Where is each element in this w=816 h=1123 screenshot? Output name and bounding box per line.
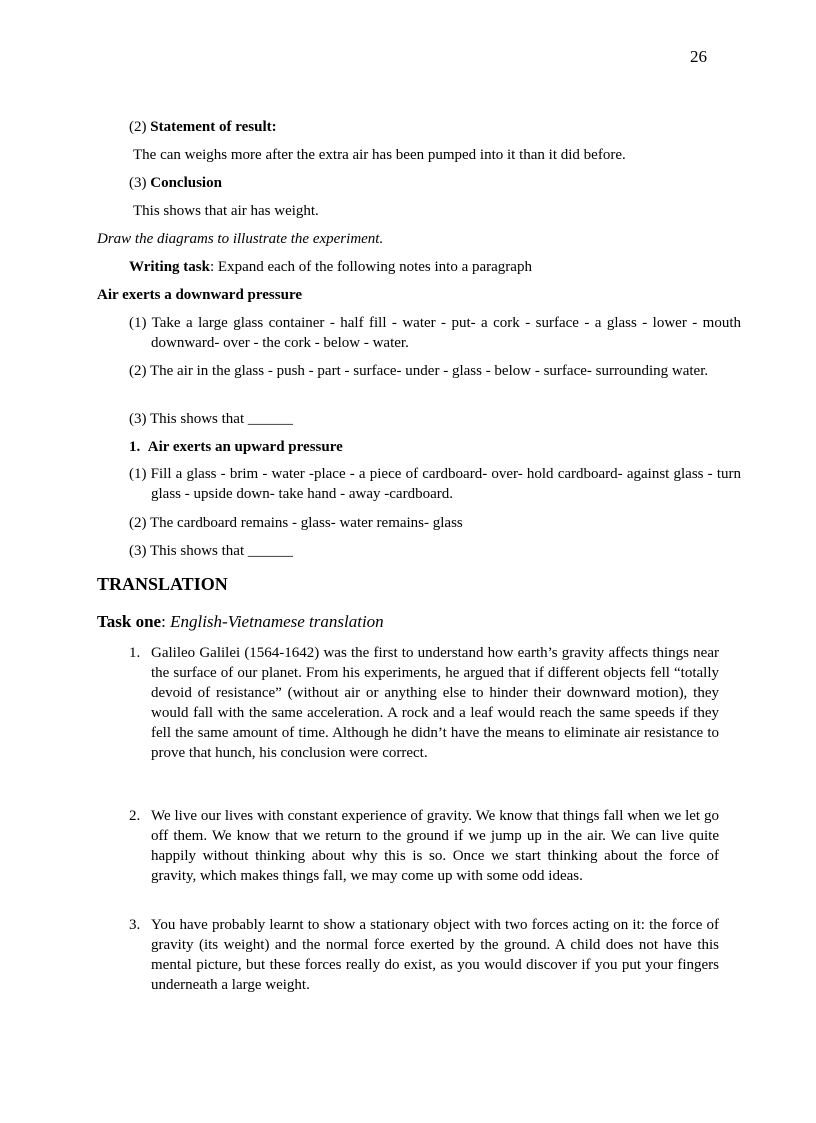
task-one-label: Task one: [97, 612, 162, 631]
task-one-separator: :: [161, 612, 171, 631]
conclusion-heading: [129, 173, 222, 193]
downward-item-3: (3) This shows that ______: [129, 411, 293, 427]
task-one: [97, 612, 384, 632]
draw-instruction: Draw the diagrams to illustrate the experiment.: [97, 231, 384, 247]
upward-title: Air exerts an upward pressure: [147, 439, 343, 455]
paragraph-1-text: Galileo Galilei (1564-1642) was the first to understand how earth’s gravity affects things near the surface of our planet. From his experiments, he argued that if different objects fell “totally devoid of resistance” (without air or anything else to hinder their downward motion), they would fall with the same acceleration. A rock and a leaf would reach the same speeds if they fell the same amount of time. Although he didn’t have the means to eliminate air resistance to prove that hunch, his conclusion were correct.: [151, 645, 719, 761]
translation-heading: TRANSLATION: [97, 574, 228, 594]
paragraph-1-number: 1.: [129, 645, 141, 661]
downward-item-1: (1) Take a large glass container - half fill - water - put- a cork - surface - a glass - lower - mouth downward- over - the cork - below - water.: [129, 315, 741, 351]
result-number: (2): [129, 119, 147, 135]
page-number: 26: [690, 47, 707, 66]
downward-item-2: (2) The air in the glass - push - part - surface- under - glass - below - surface- surrounding water.: [129, 363, 709, 379]
result-text: The can weighs more after the extra air has been pumped into it than it did before.: [133, 147, 626, 163]
paragraph-2: [129, 806, 719, 886]
paragraph-2-text: We live our lives with constant experience of gravity. We know that things fall when we let go off them. We know that we return to the ground if we jump up in the air. We can live quite happily without thinking about why this is so. Once we start thinking about the force of gravity, which makes things fall, we may come up with some odd ideas.: [151, 808, 719, 884]
upward-item-2: (2) The cardboard remains - glass- water remains- glass: [129, 515, 463, 531]
paragraph-1: [129, 643, 719, 763]
result-heading: [129, 117, 277, 137]
conclusion-title: Conclusion: [150, 175, 222, 191]
upward-item-3: (3) This shows that ______: [129, 543, 293, 559]
downward-title: Air exerts a downward pressure: [97, 287, 302, 303]
writing-task-text: : Expand each of the following notes into a paragraph: [209, 259, 532, 275]
paragraph-3-number: 3.: [129, 917, 141, 933]
conclusion-text: This shows that air has weight.: [133, 203, 319, 219]
paragraph-3-text: You have probably learnt to show a stationary object with two forces acting on it: the force of gravity (its weight) and the normal force exerted by the ground. A child does not have this mental picture, but these forces really do exist, as you would discover if you put your fingers underneath a large weight.: [151, 917, 719, 993]
paragraph-2-number: 2.: [129, 808, 141, 824]
writing-task-label: Writing task: [129, 259, 210, 275]
paragraph-3: [129, 915, 719, 995]
upward-heading: [129, 437, 343, 457]
task-one-title: English-Vietnamese translation: [170, 612, 384, 631]
upward-number: 1.: [129, 439, 141, 455]
result-title: Statement of result:: [150, 119, 277, 135]
writing-task: [129, 257, 532, 277]
upward-item-1: (1) Fill a glass - brim - water -place - a piece of cardboard- over- hold cardboard- against glass - turn glass - upside down- take hand - away -cardboard.: [129, 466, 741, 502]
conclusion-number: (3): [129, 175, 147, 191]
